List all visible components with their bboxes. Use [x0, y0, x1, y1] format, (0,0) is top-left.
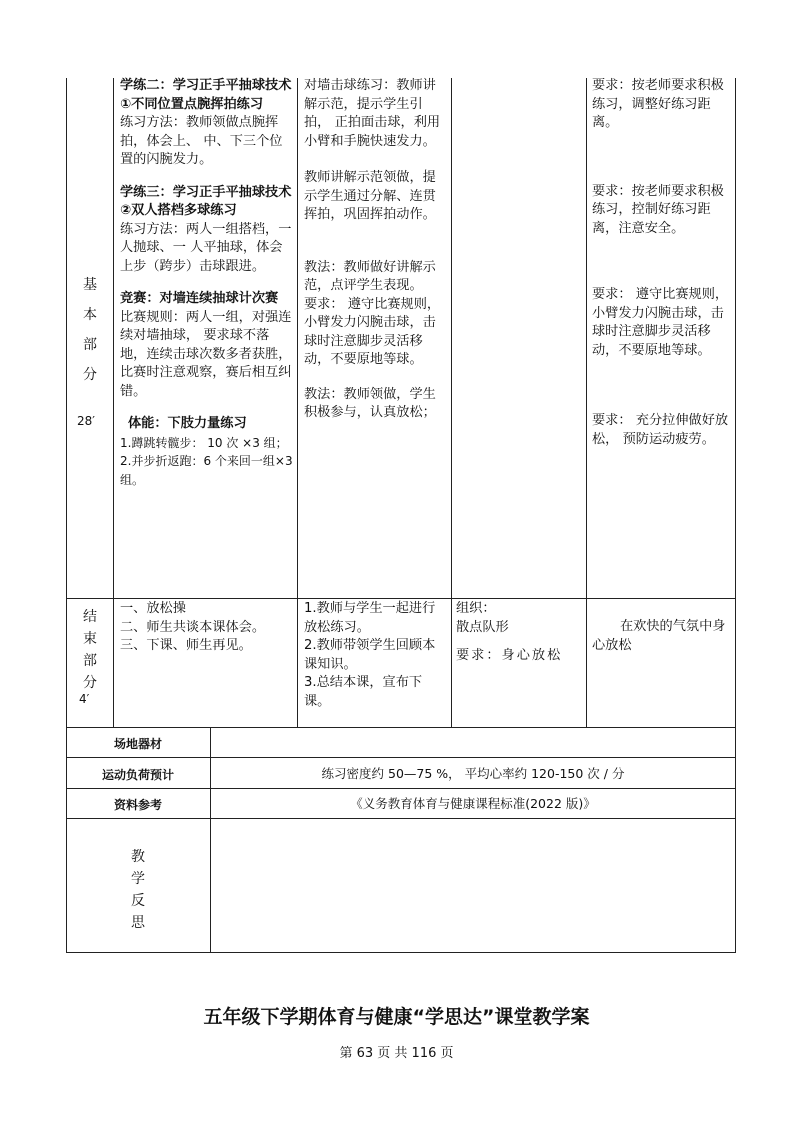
row-divider-load-end: [66, 788, 736, 789]
basic-label-char: 基: [83, 277, 97, 293]
drill3-method: 练习方法：两人一组搭档，一人抛球、一 人平抽球，体会上步（跨步）击球跟进。: [120, 221, 292, 274]
organization-formation: 散点队形: [456, 619, 509, 635]
ending-label-char: 分: [83, 675, 97, 691]
col-divider-4: [586, 78, 587, 727]
ending-teacher-1: 1.教师与学生一起进行放松练习。: [304, 601, 436, 635]
fitness-title: 体能：下肢力量练习: [128, 416, 247, 431]
ref-label: 资料参考: [113, 798, 162, 812]
ending-label-char: 部: [83, 653, 97, 669]
ending-requirement: 在欢快的气氛中身心放松: [592, 619, 726, 653]
ref-value: 《义务教育体育与健康课程标准(2022 版)》: [350, 796, 596, 811]
organization-label: 组织：: [456, 601, 496, 616]
teacher-para-4: 要求： 遵守比赛规则，小臂发力闪腕击球，击 球时注意脚步灵活移动，不要原地等球。: [304, 296, 441, 367]
drill2-method: 练习方法：教师领做点腕挥拍，体会上、 中、下三个位置的闪腕发力。: [120, 115, 283, 167]
ending-content: [120, 600, 295, 656]
drill2-title: 学练二：学习正手平抽球技术①不同位置点腕挥拍练习: [120, 78, 292, 112]
contest-rules: 比赛规则：两人一组，对强连续对墙抽球， 要求球不落地，连续击球次数多者获胜，比赛时注意观察，赛后相互纠错。: [120, 309, 292, 399]
requirement-3: 要求： 遵守比赛规则，小臂发力闪腕击球，击 球时注意脚步灵活移动，不要原地等球。: [592, 287, 729, 358]
ending-teacher-3: 3.总结本课，宣布下课。: [304, 675, 423, 709]
basic-duration: 28′: [77, 414, 95, 428]
col-divider-2: [297, 78, 298, 727]
ending-duration: 4′: [79, 692, 90, 706]
reflection-label-char: 反: [131, 893, 145, 909]
row-divider-venue-end: [66, 757, 736, 758]
ending-organization: [456, 600, 584, 666]
teacher-para-5: 教法：教师领做，学生积极参与，认真放松；: [304, 386, 436, 420]
fitness-item-2: 2.并步折返跑：6 个来回一组×3 组。: [120, 454, 293, 487]
basic-teacher: [304, 77, 449, 423]
reflection-label-char: 学: [131, 871, 145, 887]
ending-content-3: 三、下课、师生再见。: [120, 638, 252, 653]
ending-content-2: 二、师生共谈本课体会。: [120, 619, 266, 635]
fitness-item-1: 1.蹲跳转髋步： 10 次 ×3 组；: [120, 435, 288, 450]
basic-label-char: 部: [83, 337, 97, 353]
requirement-4: 要求： 充分拉伸做好放松， 预防运动疲劳。: [592, 413, 729, 447]
table-border-bottom: [66, 952, 736, 953]
load-label: 运动负荷预计: [101, 768, 174, 782]
basic-content: [120, 77, 295, 489]
organization-requirement: 要求：身心放松: [456, 648, 563, 663]
venue-label: 场地器材: [113, 737, 162, 751]
basic-label-char: 分: [83, 367, 97, 383]
ending-section-label: [80, 606, 100, 694]
teacher-para-2: 教师讲解示范领做，提示学生通过分解、连贯挥拍，巩固挥拍动作。: [304, 170, 436, 222]
ending-label-char: 结: [83, 609, 97, 625]
col-divider-1: [113, 78, 114, 727]
basic-label-char: 本: [83, 307, 97, 323]
row-divider-ending-end: [66, 727, 736, 728]
row-divider-basic-end: [66, 598, 736, 599]
row-divider-ref-end: [66, 818, 736, 819]
load-value: 练习密度约 50—75 %， 平均心率约 120-150 次 / 分: [321, 766, 625, 781]
teacher-para-1: 对墙击球练习：教师讲解示范，提示学生引拍， 正拍面击球，利用小臂和手腕快速发力。: [304, 78, 441, 149]
reflection-label: [128, 846, 148, 934]
requirement-2: 要求：按老师要求积极练习，控制好练习距离，注意安全。: [592, 183, 724, 236]
table-border-left: [66, 78, 67, 952]
table-border-right: [735, 78, 736, 952]
ending-label-char: 束: [83, 631, 97, 647]
document-title: 五年级下学期体育与健康“学思达”课堂教学案: [203, 1006, 590, 1028]
drill3-title: 学练三：学习正手平抽球技术②双人搭档多球练习: [120, 184, 292, 218]
basic-section-label: [80, 270, 100, 390]
reflection-label-char: 教: [131, 849, 145, 865]
ending-teacher-2: 2.教师带领学生回顾本课知识。: [304, 638, 436, 672]
ending-teacher: [304, 600, 446, 711]
teacher-para-3: 教法：教师做好讲解示范，点评学生表现。: [304, 259, 436, 293]
reflection-label-char: 思: [131, 915, 145, 931]
requirement-1: 要求：按老师要求积极练习，调整好练习距离。: [592, 78, 724, 130]
ending-content-1: 一、放松操: [120, 601, 186, 616]
contest-title: 竞赛：对墙连续抽球计次赛: [120, 291, 279, 306]
info-col-divider: [210, 727, 211, 952]
basic-requirements: [592, 77, 732, 449]
page-number: 第 63 页 共 116 页: [339, 1046, 454, 1061]
col-divider-3: [451, 78, 452, 727]
